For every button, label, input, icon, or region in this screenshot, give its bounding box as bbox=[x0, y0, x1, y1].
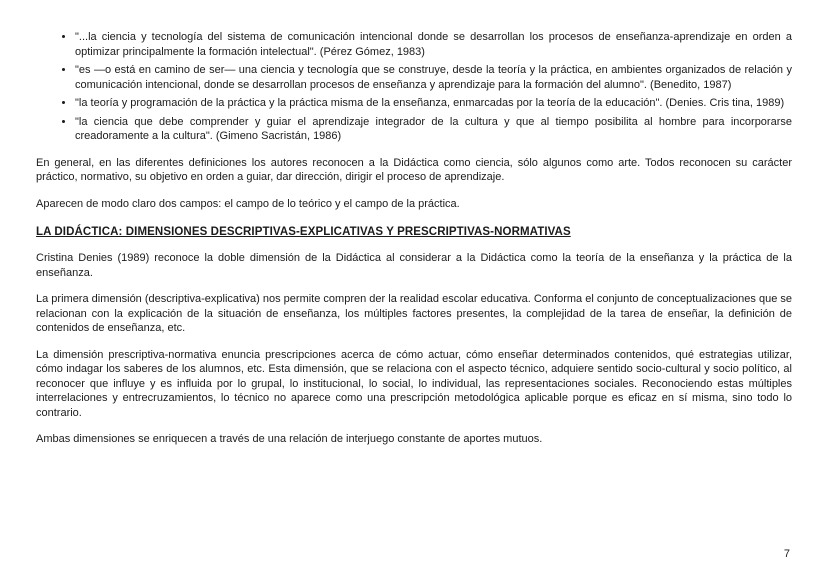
page-number: 7 bbox=[783, 548, 790, 560]
paragraph-prescriptive-dimension: La dimensión prescriptiva-normativa enuncia prescripciones acerca de cómo actuar, cómo enseñar determinados contenidos, qué estrategias utilizar, cómo indagar los saberes de los alumnos, etc. Esta dimensión, que se relaciona con el aspecto técnico, adquiere sentido socio-cultural y socio político, al reconocer que influye y es influida por lo grupal, lo institucional, lo social, lo individual, las representaciones sociales. Reconociendo estas múltiples interrelaciones y entrecruzamientos, lo técnico no aparece como una prescripción metodológica aplicable porque es eficaz en sí misma, sino todo lo contrario. bbox=[36, 348, 792, 419]
bullet-item bbox=[75, 115, 792, 144]
paragraph-two-fields: Aparecen de modo claro dos campos: el campo de lo teórico y el campo de la práctica. bbox=[36, 197, 460, 210]
bullet-item bbox=[75, 96, 792, 111]
definitions-bullet-list bbox=[36, 30, 792, 144]
paragraph-both-dimensions: Ambas dimensiones se enriquecen a través de una relación de interjuego constante de aportes mutuos. bbox=[36, 433, 543, 446]
bullet-item bbox=[75, 63, 792, 92]
paragraph-first-dimension: La primera dimensión (descriptiva-explicativa) nos permite compren der la realidad escolar educativa. Conforma el conjunto de conceptualizaciones que se relacionan con la explicación de la situación de enseñanza, los múltiples factores presentes, la complejidad de la tarea de enseñar, la definición de contenidos de enseñanza, etc. bbox=[36, 293, 792, 335]
bullet-item bbox=[75, 30, 792, 59]
bullet-text: "...la ciencia y tecnología del sistema de comunicación intencional donde se desarrollan los procesos de enseñanza-aprendizaje en orden a optimizar principalmente la formación intelectual". (Pérez Gómez, 1983) bbox=[75, 31, 792, 58]
paragraph-cristina-denies: Cristina Denies (1989) reconoce la doble dimensión de la Didáctica al considerar a la Didáctica como la teoría de la enseñanza y la práctica de la enseñanza. bbox=[36, 252, 792, 279]
bullet-text: "la teoría y programación de la práctica y la práctica misma de la enseñanza, enmarcadas por la teoría de la educación". (Denies. Cris tina, 1989) bbox=[75, 97, 785, 110]
section-heading: LA DIDÁCTICA: DIMENSIONES DESCRIPTIVAS-EXPLICATIVAS Y PRESCRIPTIVAS-NORMATIVAS bbox=[36, 226, 571, 239]
paragraph-general-conclusion: En general, en las diferentes definiciones los autores reconocen a la Didáctica como ciencia, sólo algunos como arte. Todos reconocen su carácter práctico, normativo, su objetivo en orden a guiar, dar dirección, dirigir el proceso de aprendizaje. bbox=[36, 156, 792, 184]
bullet-text: "la ciencia que debe comprender y guiar el aprendizaje integrador de la cultura y que al tiempo posibilita al hombre para incorporarse creadoramente a la cultura". (Gimeno Sacristán, 1986) bbox=[75, 115, 792, 143]
bullet-text: "es —o está en camino de ser— una ciencia y tecnología que se construye, desde la teoría y la práctica, en ambientes organizados de relación y comunicación intencional, donde se desarrollan procesos de enseñanza y aprendizaje para la formación del alumno". (Benedito, 1987) bbox=[75, 64, 792, 91]
